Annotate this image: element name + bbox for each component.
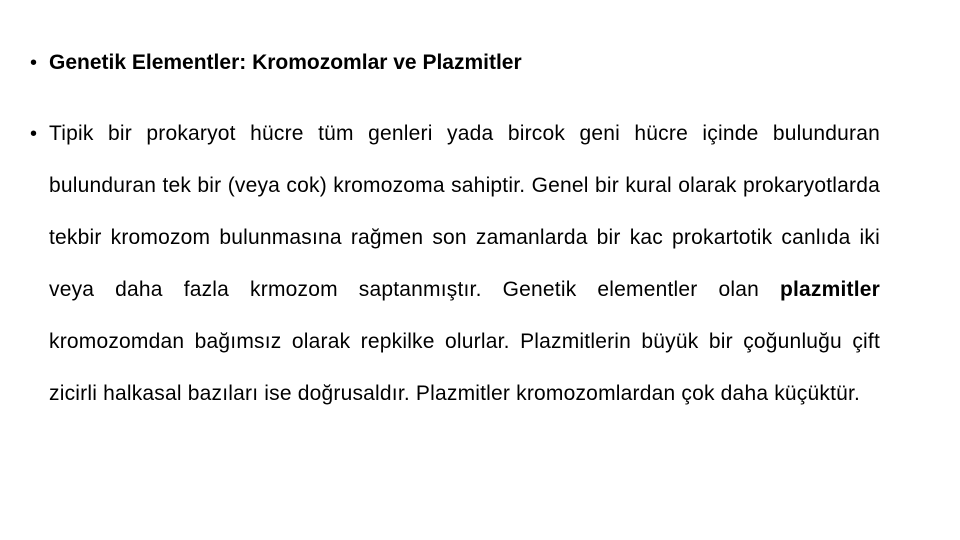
bullet-icon: • [30,123,38,145]
bullet-icon: • [30,52,38,74]
bold-term-plazmitler: plazmitler [779,278,880,301]
body-paragraph [49,108,880,420]
heading-bullet-item [30,50,880,76]
body-text-part-2: kromozomdan bağımsız olarak repkilke olurlar. Plazmitlerin büyük bir çoğunluğu çift zicirli halkasal bazıları ise doğrusaldır. Plazmitler kromozomlardan çok daha küçüktür. [49,330,880,405]
body-text-part-1: Tipik bir prokaryot hücre tüm genleri yada bircok geni hücre içinde bulunduran bulunduran tek bir (veya cok) kromozoma sahiptir. Genel bir kural olarak prokaryotlarda tekbir kromozom bulunmasına rağmen son zamanlarda bir kac prokartotik canlıda iki veya daha fazla krmozom saptanmıştır. Genetik elementler olan [49,122,880,301]
body-bullet-item [30,108,880,420]
slide-heading: Genetik Elementler: Kromozomlar ve Plazmitler [49,51,522,74]
